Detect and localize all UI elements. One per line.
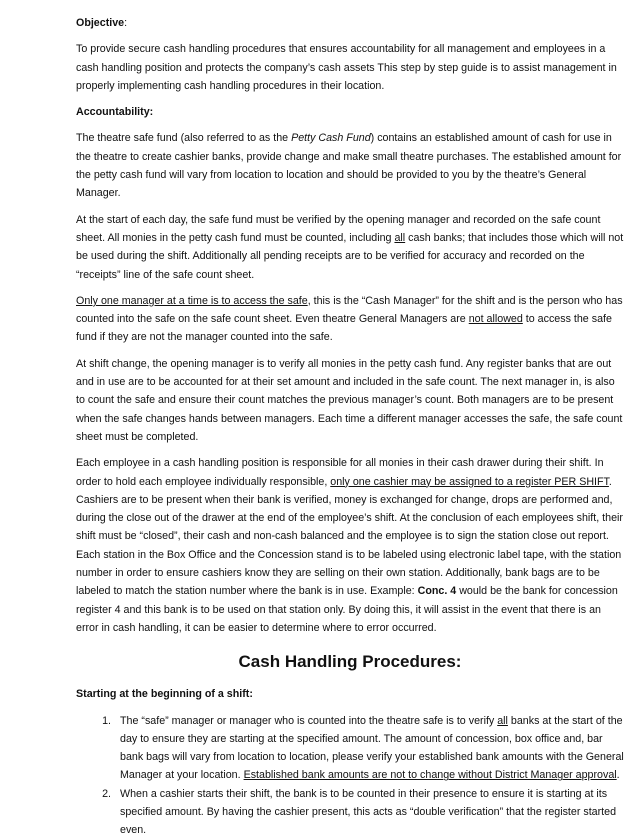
list-item: 2. When a cashier starts their shift, the bank is to be counted in their presence to ensure it is starting at its specified amount. By having the cashier present, this acts as “double verification” that the register started even. (114, 785, 624, 840)
p5-text-b: . Cashiers are to be present when their bank is verified, money is exchanged for change, drops are performed and, during the close out of the drawer at the end of the employee’s shift. At the conclusion of each employees shift, their shift must be “closed”, their cash and non-cash balanced and the employee is to sign the station close out report. Each station in the Box Office and the Concession stand is to be labeled using electronic label tape, with the station number in order to ensure cashiers know they are selling on their own station. Additionally, bank bags are to be labeled to match the station number where the bank is in use. Example: (76, 475, 623, 598)
objective-body: To provide secure cash handling procedures that ensures accountability for all management and employees in a cash handling position and protects the company’s cash assets This step by step guide is to assist management in properly implementing cash handling procedures in their location. (76, 43, 617, 92)
p2-underline: all (394, 231, 406, 244)
p2-text-a: At the start of each day, the safe fund must be verified by the opening manager and recorded on the safe count sheet. All monies in the petty cash fund must be counted, including (76, 213, 601, 244)
accountability-heading: Accountability: (76, 106, 154, 119)
p5-text-c: would be the bank for concession register 4 and this bank is to be used on that station only. By doing this, it will assist in the event that there is an error in cash handling, it can be easier to determine where to error occurred. (76, 585, 618, 634)
accountability-paragraph-3 (76, 292, 624, 347)
accountability-paragraph-2 (76, 211, 624, 284)
item1-underline: all (497, 714, 508, 727)
document-page (76, 14, 624, 840)
p3-underline-2: not allowed (468, 313, 523, 326)
item1-underline-2: Established bank amounts are not to change without District Manager approval (243, 769, 617, 782)
p1-text-a: The theatre safe fund (also referred to as the (76, 132, 292, 145)
p3-underline: Only one manager at a time is to access the safe (76, 294, 308, 307)
item1-text-a: The “safe” manager or manager who is counted into the theatre safe is to verify (120, 714, 498, 727)
list-item (114, 712, 624, 785)
objective-heading (76, 14, 624, 32)
p2-text-b: cash banks; that includes those which will not be used during the shift. Additionally all pending receipts are to be verified for accuracy and recorded on the “receipts” line of the safe count sheet. (76, 231, 624, 281)
p5-bold: Conc. 4 (417, 585, 457, 598)
objective-heading-colon: : (124, 17, 128, 29)
p1-text-b: ) contains an established amount of cash for use in the theatre to create cashier banks, provide change and make small theatre purchases. The established amount for the petty cash fund will vary from location to location and should be provided to you by the theatre’s General Manager. (76, 132, 622, 200)
item1-text-c: . (616, 769, 620, 782)
p3-text-b: to access the safe fund if they are not the manager counted into the safe. (76, 313, 612, 344)
section-title: Cash Handling Procedures: (238, 652, 462, 672)
item1-text-b: banks at the start of the day to ensure they are starting at the specified amount. The amount of concession, box office and, bar bank bags will vary from location to location, please verify your established bank amounts with the General Manager at your location. (120, 714, 624, 782)
objective-heading-text: Objective (76, 17, 125, 29)
procedures-list (76, 712, 624, 840)
p1-italic: Petty Cash Fund (291, 132, 371, 145)
accountability-paragraph-4: At shift change, the opening manager is to verify all monies in the petty cash fund. Any register banks that are out and in use are to be accounted for at their set amount and included in the safe count. The next manager in, is also to count the safe and ensure their count matches the previous manager’s count. Both managers are to be present when the safe changes hands between managers. Each time a different manager accesses the safe, the safe count sheet must be completed. (76, 357, 623, 443)
p5-underline: only one cashier may be assigned to a register PER SHIFT (330, 475, 609, 488)
procedures-subheading: Starting at the beginning of a shift: (76, 688, 253, 701)
p3-text-a: , this is the “Cash Manager” for the shift and is the person who has counted into the safe on the safe count sheet. Even theatre General Managers are (76, 294, 623, 326)
accountability-paragraph-5 (76, 454, 624, 637)
accountability-paragraph-1 (76, 129, 624, 202)
p5-text-a: Each employee in a cash handling position is responsible for all monies in their cash drawer during their shift. In order to hold each employee individually responsible, (76, 457, 604, 488)
